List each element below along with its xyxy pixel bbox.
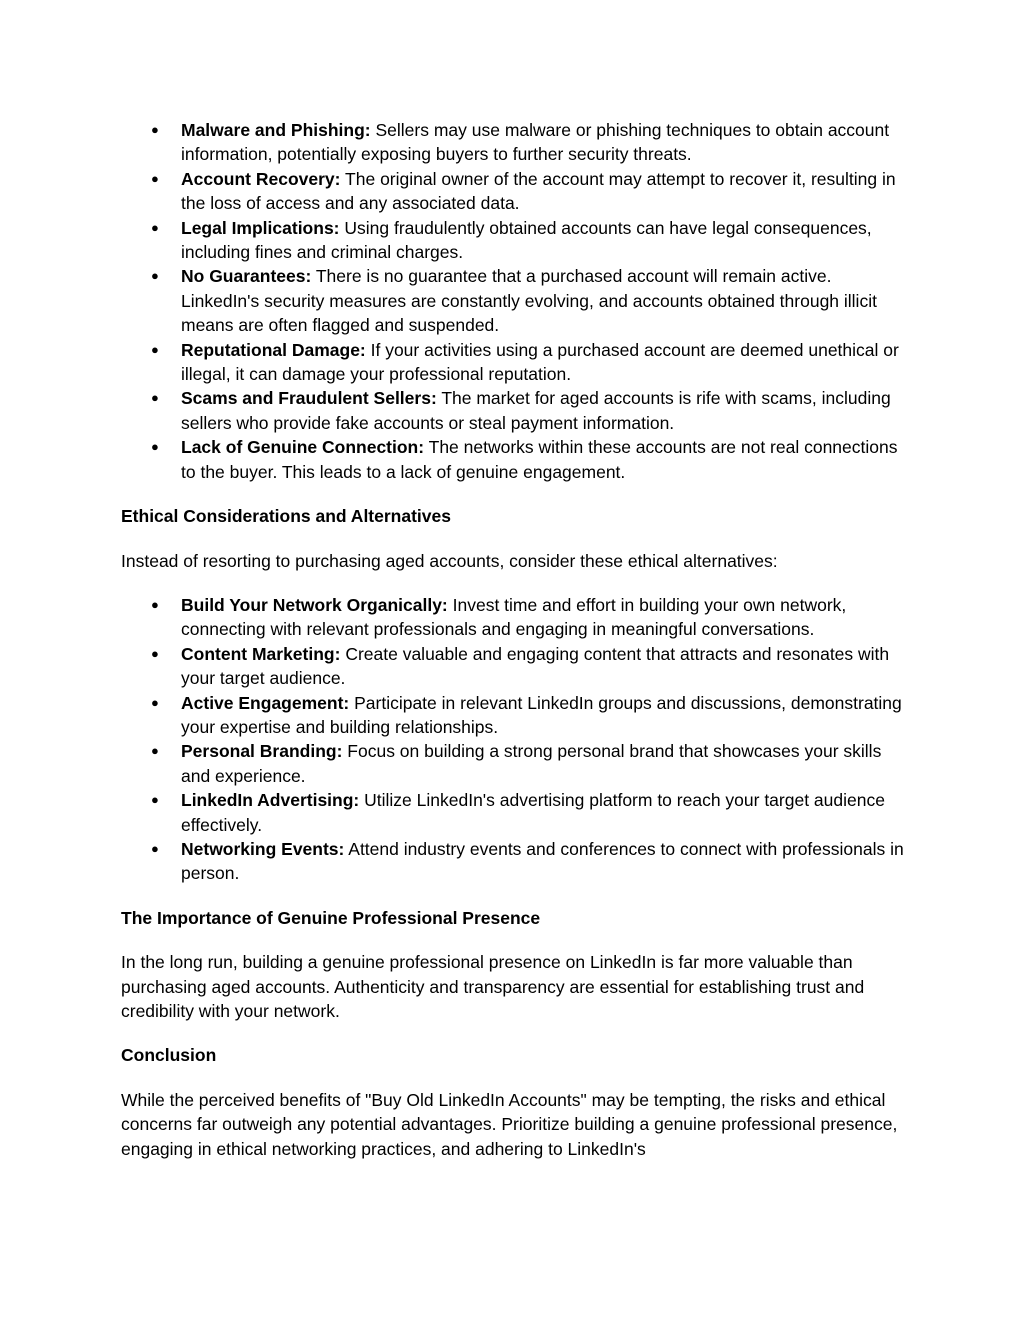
list-item	[121, 593, 911, 642]
list-item	[121, 691, 911, 740]
list-item-text: Invest time and effort in building your own network, connecting with relevant professionals and engaging in meaningful conversations.	[181, 594, 847, 640]
bullet-icon: ●	[151, 840, 159, 856]
list-item	[121, 837, 911, 886]
list-item-term: Malware and Phishing:	[181, 120, 371, 140]
list-item-term: LinkedIn Advertising:	[181, 790, 360, 811]
list-item	[121, 788, 911, 837]
list-item-text: Sellers may use malware or phishing techniques to obtain account information, potentially exposing buyers to further security threats.	[181, 120, 890, 165]
list-item-term: Active Engagement:	[181, 692, 350, 713]
section-body: In the long run, building a genuine professional presence on LinkedIn is far more valuable than purchasing aged accounts. Authenticity and transparency are essential for establishing trust and credibility with your network.	[121, 952, 865, 1021]
list-item-text: The market for aged accounts is rife with scams, including sellers who provide fake accounts or steal payment information.	[181, 388, 891, 433]
bullet-icon: ●	[151, 219, 159, 235]
bullet-icon: ●	[151, 390, 159, 406]
list-item	[121, 118, 911, 167]
list-item-term: Scams and Fraudulent Sellers:	[181, 388, 437, 409]
list-item-text: The networks within these accounts are not real connections to the buyer. This leads to a lack of genuine engagement.	[181, 437, 898, 482]
list-item-term: Lack of Genuine Connection:	[181, 437, 425, 458]
list-item-term: No Guarantees:	[181, 266, 312, 287]
list-item	[121, 216, 911, 265]
bullet-icon: ●	[151, 341, 159, 357]
list-item	[121, 338, 911, 387]
list-item-text: Attend industry events and conferences to connect with professionals in person.	[181, 838, 904, 884]
bullet-icon: ●	[151, 694, 159, 710]
list-item-term: Reputational Damage:	[181, 339, 366, 360]
risks-list	[121, 118, 911, 484]
bullet-icon: ●	[151, 439, 159, 455]
list-item-text: If your activities using a purchased account are deemed unethical or illegal, it can damage your professional reputation.	[181, 339, 899, 385]
alternatives-list	[121, 593, 911, 886]
document-page	[121, 118, 911, 1161]
bullet-icon: ●	[151, 596, 159, 612]
bullet-icon: ●	[151, 268, 159, 284]
list-item-text: Utilize LinkedIn's advertising platform to reach your target audience effectively.	[181, 790, 885, 835]
bullet-icon: ●	[151, 122, 159, 137]
bullet-icon: ●	[151, 743, 159, 759]
list-item-term: Personal Branding:	[181, 741, 343, 762]
list-item-text: Focus on building a strong personal brand that showcases your skills and experience.	[181, 741, 882, 786]
list-item	[121, 739, 911, 788]
list-item	[121, 642, 911, 691]
section-intro: Instead of resorting to purchasing aged accounts, consider these ethical alternatives:	[121, 550, 778, 571]
list-item	[121, 435, 911, 484]
section-heading: Ethical Considerations and Alternatives	[121, 506, 451, 527]
section-heading: The Importance of Genuine Professional Presence	[121, 907, 541, 928]
list-item-text: There is no guarantee that a purchased account will remain active. LinkedIn's security measures are constantly evolving, and accounts obtained through illicit means are often flagged and suspended.	[181, 266, 877, 336]
bullet-icon: ●	[151, 645, 159, 661]
list-item-term: Account Recovery:	[181, 168, 341, 189]
list-item	[121, 167, 911, 216]
list-item-term: Build Your Network Organically:	[181, 594, 448, 615]
section-heading: Conclusion	[121, 1045, 217, 1066]
bullet-icon: ●	[151, 792, 159, 808]
list-item-text: The original owner of the account may attempt to recover it, resulting in the loss of access and any associated data.	[181, 168, 896, 214]
section-body: While the perceived benefits of "Buy Old LinkedIn Accounts" may be tempting, the risks and ethical concerns far outweigh any potential advantages. Prioritize building a genuine professional presence, engaging in ethical networking practices, and adhering to LinkedIn's	[121, 1089, 898, 1159]
list-item-term: Content Marketing:	[181, 643, 341, 664]
list-item-term: Networking Events:	[181, 838, 345, 859]
list-item	[121, 264, 911, 337]
list-item-text: Using fraudulently obtained accounts can have legal consequences, including fines and criminal charges.	[181, 217, 872, 263]
bullet-icon: ●	[151, 170, 159, 186]
list-item-text: Participate in relevant LinkedIn groups and discussions, demonstrating your expertise and building relationships.	[181, 692, 902, 737]
list-item-term: Legal Implications:	[181, 217, 340, 238]
list-item	[121, 386, 911, 435]
list-item-text: Create valuable and engaging content that attracts and resonates with your target audience.	[181, 643, 890, 689]
